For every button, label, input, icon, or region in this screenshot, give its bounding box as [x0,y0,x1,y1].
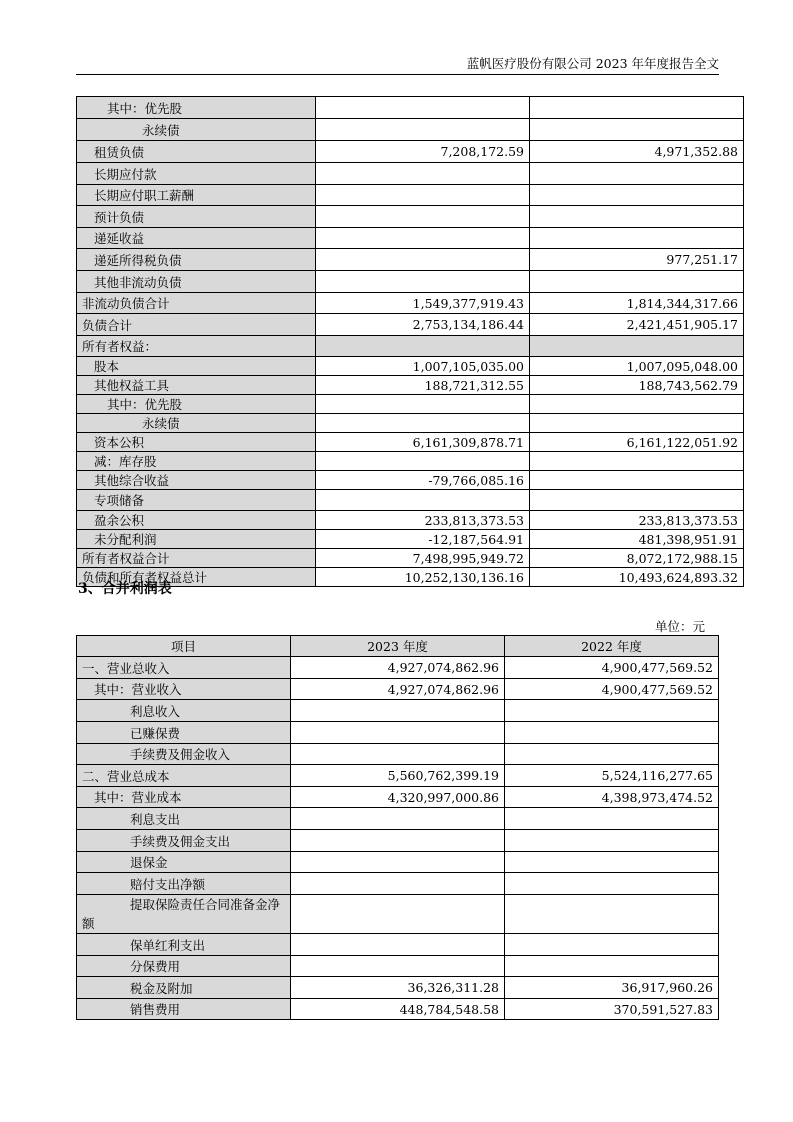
row-label: 负债合计 [77,314,316,336]
section-title: 3、合并利润表 [78,581,172,597]
value-prior [530,97,744,119]
row-label: 长期应付款 [77,163,316,185]
row-label: 保单红利支出 [77,934,291,956]
value-prior [530,271,744,293]
value-prior: 188,743,562.79 [530,376,744,395]
row-label: 一、营业总收入 [77,657,291,679]
table-row [77,568,744,587]
page-header [76,56,719,75]
value-current: -79,766,085.16 [316,471,530,490]
value-current [316,185,530,206]
row-label: 专项储备 [77,490,316,511]
table-row [77,357,744,376]
table-row [77,934,719,956]
row-label: 其他综合收益 [77,471,316,490]
table-row [77,433,744,452]
row-label: 所有者权益合计 [77,549,316,568]
value-prior [505,700,719,722]
table-row [77,376,744,395]
row-label: 已赚保费 [77,722,291,744]
value-current [316,163,530,185]
row-label: 租赁负债 [77,141,316,163]
value-current [316,395,530,414]
value-current [291,808,505,830]
table-row [77,163,744,185]
row-label: 递延所得税负债 [77,249,316,271]
value-prior [530,452,744,471]
value-current: 2,753,134,186.44 [316,314,530,336]
value-prior [530,228,744,249]
table-row [77,977,719,999]
table-row [77,873,719,895]
table-row [77,471,744,490]
value-current [316,206,530,228]
value-current [316,119,530,141]
value-prior [530,336,744,357]
value-current: 36,326,311.28 [291,977,505,999]
row-label: 其中：营业收入 [77,679,291,700]
value-prior: 4,398,973,474.52 [505,787,719,808]
value-current: 6,161,309,878.71 [316,433,530,452]
row-label: 盈余公积 [77,511,316,530]
value-current [291,830,505,852]
value-prior [505,934,719,956]
value-prior [530,414,744,433]
table-row [77,808,719,830]
table-row [77,141,744,163]
value-current [291,744,505,765]
value-prior: 10,493,624,893.32 [530,568,744,587]
value-current: 5,560,762,399.19 [291,765,505,787]
row-label: 赔付支出净额 [77,873,291,895]
row-label: 利息收入 [77,700,291,722]
value-prior [530,163,744,185]
row-label: 负债和所有者权益总计 [77,568,316,587]
value-prior [530,206,744,228]
value-prior [505,956,719,977]
table-row [77,395,744,414]
value-current: -12,187,564.91 [316,530,530,549]
value-current [316,228,530,249]
row-label: 其中：优先股 [77,97,316,119]
table-row [77,119,744,141]
row-label: 二、营业总成本 [77,765,291,787]
header-2022: 2022 年度 [505,636,719,657]
table-row [77,249,744,271]
value-prior: 977,251.17 [530,249,744,271]
value-current [316,414,530,433]
table-row [77,228,744,249]
income-statement-table [76,635,719,1020]
row-label: 递延收益 [77,228,316,249]
header-2023: 2023 年度 [291,636,505,657]
table-row [77,895,719,934]
table-row [77,787,719,808]
table-row [77,414,744,433]
value-prior: 233,813,373.53 [530,511,744,530]
row-label: 未分配利润 [77,530,316,549]
value-prior [530,119,744,141]
value-prior: 36,917,960.26 [505,977,719,999]
value-current: 7,208,172.59 [316,141,530,163]
value-prior: 5,524,116,277.65 [505,765,719,787]
row-label: 非流动负债合计 [77,293,316,314]
value-current: 1,007,105,035.00 [316,357,530,376]
value-prior: 6,161,122,051.92 [530,433,744,452]
value-current [291,852,505,873]
row-label: 资本公积 [77,433,316,452]
value-current: 448,784,548.58 [291,999,505,1020]
row-label: 利息支出 [77,808,291,830]
value-current: 1,549,377,919.43 [316,293,530,314]
table-row [77,722,719,744]
row-label: 其中：优先股 [77,395,316,414]
value-current [316,249,530,271]
header-title: 蓝帆医疗股份有限公司 2023 年年度报告全文 [466,56,719,71]
table-row [77,206,744,228]
value-prior [530,395,744,414]
row-label: 销售费用 [77,999,291,1020]
value-prior: 8,072,172,988.15 [530,549,744,568]
value-current [291,934,505,956]
value-current [291,700,505,722]
value-current [291,956,505,977]
value-current [291,873,505,895]
table-row [77,97,744,119]
balance-sheet-table [76,96,744,587]
value-current: 7,498,995,949.72 [316,549,530,568]
value-prior [505,852,719,873]
value-current [291,722,505,744]
header-item: 项目 [77,636,291,657]
value-prior [505,722,719,744]
value-current [316,490,530,511]
table-row [77,956,719,977]
row-label: 税金及附加 [77,977,291,999]
value-current [316,97,530,119]
table-row [77,336,744,357]
value-prior [530,471,744,490]
row-label: 其他权益工具 [77,376,316,395]
table-row [77,511,744,530]
table-row [77,490,744,511]
unit-label: 单位：元 [654,619,705,634]
table-row [77,852,719,873]
row-label: 提取保险责任合同准备金净额 [77,895,291,934]
table-row [77,765,719,787]
table-row [77,185,744,206]
value-prior: 4,900,477,569.52 [505,657,719,679]
table-row [77,549,744,568]
row-label: 退保金 [77,852,291,873]
table-row [77,700,719,722]
value-current: 4,927,074,862.96 [291,679,505,700]
row-label: 所有者权益： [77,336,316,357]
table-row [77,830,719,852]
row-label: 减：库存股 [77,452,316,471]
table-row [77,293,744,314]
row-label: 股本 [77,357,316,376]
value-prior [505,895,719,934]
value-prior: 481,398,951.91 [530,530,744,549]
row-label: 其他非流动负债 [77,271,316,293]
table-row [77,744,719,765]
value-current: 4,320,997,000.86 [291,787,505,808]
value-prior [530,490,744,511]
value-prior: 2,421,451,905.17 [530,314,744,336]
table-row [77,271,744,293]
value-prior: 4,900,477,569.52 [505,679,719,700]
value-prior: 370,591,527.83 [505,999,719,1020]
row-label: 手续费及佣金收入 [77,744,291,765]
value-current: 10,252,130,136.16 [316,568,530,587]
row-label: 永续债 [77,414,316,433]
row-label: 预计负债 [77,206,316,228]
value-current [316,452,530,471]
table-row [77,679,719,700]
table-row [77,999,719,1020]
value-prior: 4,971,352.88 [530,141,744,163]
value-current: 188,721,312.55 [316,376,530,395]
table-row [77,452,744,471]
value-current [316,336,530,357]
value-current: 4,927,074,862.96 [291,657,505,679]
row-label: 其中：营业成本 [77,787,291,808]
value-prior [505,830,719,852]
table-row [77,314,744,336]
row-label: 分保费用 [77,956,291,977]
value-prior [505,744,719,765]
value-current [316,271,530,293]
value-prior [505,873,719,895]
row-label: 永续债 [77,119,316,141]
table-row [77,530,744,549]
table-header-row [77,636,719,657]
value-current [291,895,505,934]
value-prior: 1,007,095,048.00 [530,357,744,376]
value-prior [505,808,719,830]
row-label: 手续费及佣金支出 [77,830,291,852]
value-prior: 1,814,344,317.66 [530,293,744,314]
value-prior [530,185,744,206]
row-label: 长期应付职工薪酬 [77,185,316,206]
value-current: 233,813,373.53 [316,511,530,530]
table-row [77,657,719,679]
